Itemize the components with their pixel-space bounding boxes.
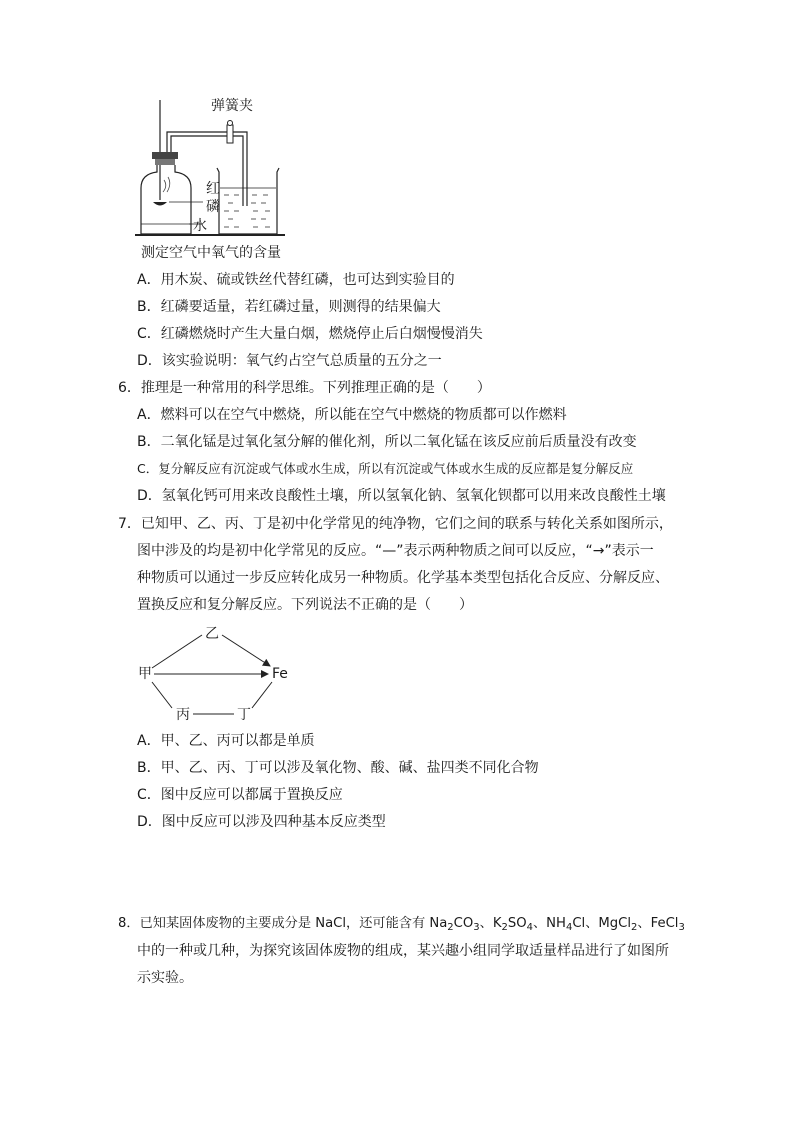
- q7-option-d: D．图中反应可以涉及四种基本反应类型: [137, 814, 386, 830]
- q6-option-d: D．氢氧化钙可用来改良酸性土壤，所以氢氧化钠、氢氧化钡都可以用来改良酸性土壤: [137, 488, 666, 504]
- q7-stem-line-4: 置换反应和复分解反应。下列说法不正确的是（ ）: [137, 597, 473, 613]
- apparatus-caption: 测定空气中氧气的含量: [141, 245, 281, 261]
- red-phosphorus-label-1: 红: [206, 181, 220, 197]
- q8-stem-line-1: 8．已知某固体废物的主要成分是 NaCl，还可能含有 $Na_2CO_3$、$K_2SO_4$、$NH_4Cl$、MgCl$_2$、FeCl$_3$: [118, 916, 685, 933]
- q6-option-b: B．二氧化锰是过氧化氢分解的催化剂，所以二氧化锰在该反应前后质量没有改变: [137, 434, 637, 450]
- node-yi: 乙: [205, 626, 219, 642]
- water-label: 水: [193, 218, 207, 234]
- node-ding: 丁: [237, 707, 251, 723]
- q7-option-c: C．图中反应可以都属于置换反应: [137, 787, 343, 803]
- q8-stem-line-3: 示实验。: [137, 970, 193, 986]
- q7-option-b: B．甲、乙、丙、丁可以涉及氧化物、酸、碱、盐四类不同化合物: [137, 760, 539, 776]
- q6-stem: 6．推理是一种常用的科学思维。下列推理正确的是（ ）: [118, 380, 491, 396]
- edge-jia-bing: [152, 682, 172, 708]
- edge-ding-fe: [252, 682, 272, 708]
- q5-option-c: C．红磷燃烧时产生大量白烟，燃烧停止后白烟慢慢消失: [137, 326, 483, 342]
- edge-jia-yi: [152, 635, 202, 668]
- formula-na2co3: $Na_2CO_3$: [429, 916, 480, 933]
- red-phosphorus-label-2: 磷: [206, 199, 220, 215]
- q5-option-a: A．用木炭、硫或铁丝代替红磷，也可达到实验目的: [137, 272, 455, 288]
- q6-option-a: A．燃料可以在空气中燃烧，所以能在空气中燃烧的物质都可以作燃料: [137, 407, 567, 423]
- q7-option-a: A．甲、乙、丙可以都是单质: [137, 733, 315, 749]
- q7-stem-line-3: 种物质可以通过一步反应转化成另一种物质。化学基本类型包括化合反应、分解反应、: [137, 570, 669, 586]
- q7-stem-line-1: 7．已知甲、乙、丙、丁是初中化学常见的纯净物，它们之间的联系与转化关系如图所示，: [118, 516, 673, 532]
- formula-k2so4: $K_2SO_4$: [492, 916, 533, 933]
- node-bing: 丙: [176, 707, 190, 723]
- q8-line1-prefix: 8．已知某固体废物的主要成分是 NaCl，还可能含有: [118, 916, 430, 931]
- node-jia: 甲: [138, 666, 152, 682]
- q5-option-d: D．该实验说明：氧气约占空气总质量的五分之一: [137, 353, 442, 369]
- q5-option-b: B．红磷要适量，若红磷过量，则测得的结果偏大: [137, 299, 441, 315]
- q8-stem-line-2: 中的一种或几种，为探究该固体废物的组成，某兴趣小组同学取适量样品进行了如图所: [137, 943, 669, 959]
- q7-stem-line-2: 图中涉及的均是初中化学常见的反应。“—”表示两种物质之间可以反应，“→”表示一: [137, 543, 654, 559]
- q6-option-c: C．复分解反应有沉淀或气体或水生成，所以有沉淀或气体或水生成的反应都是复分解反应: [137, 461, 634, 476]
- edge-yi-fe: [222, 635, 270, 666]
- node-fe: Fe: [272, 666, 288, 682]
- spring-clamp-label: 弹簧夹: [211, 98, 253, 114]
